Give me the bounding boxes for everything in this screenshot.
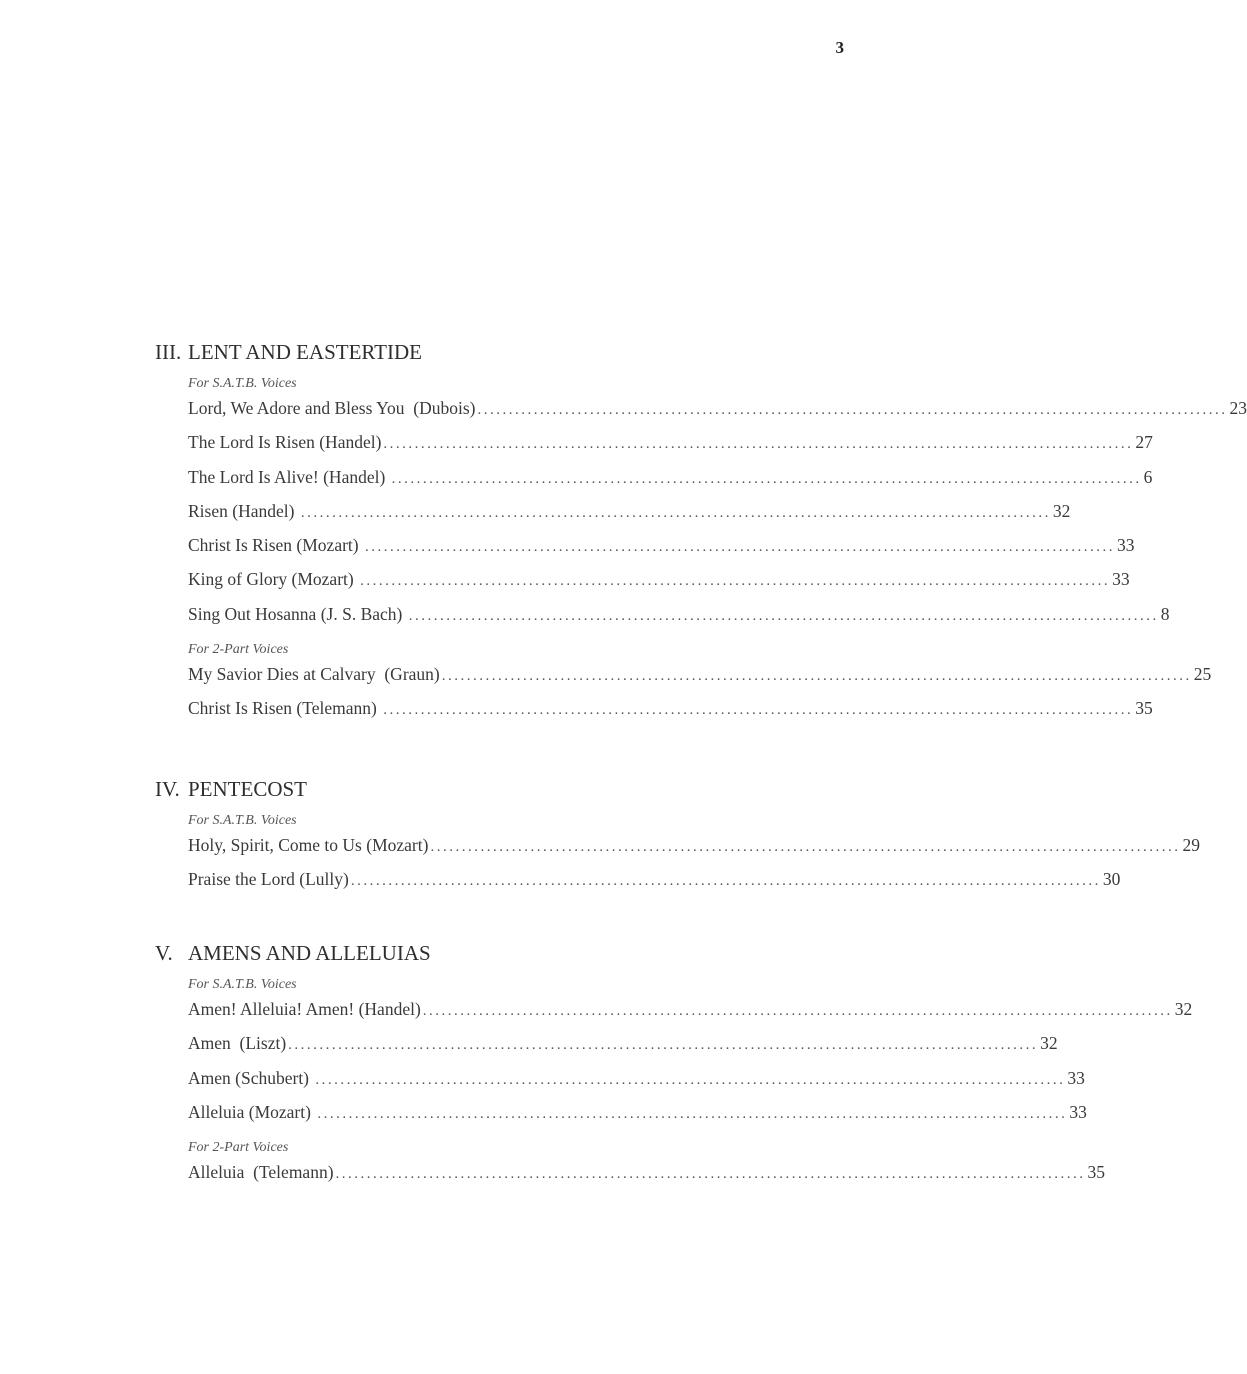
- dot-leader: ........................................................................................................................: [350, 873, 1101, 890]
- toc-entry[interactable]: [188, 1030, 1058, 1064]
- dot-leader: ........................................................................................................................: [422, 1003, 1173, 1019]
- entry-page-number: 27: [1135, 432, 1153, 453]
- entry-page-number: 32: [1174, 999, 1193, 1019]
- entry-title: Praise the Lord (Lully): [188, 869, 349, 890]
- section-pentecost: [155, 776, 1200, 901]
- entry-title: Holy, Spirit, Come to Us (Mozart): [188, 835, 429, 855]
- dot-leader: ........................................................................................................................: [430, 839, 1181, 855]
- toc-entry[interactable]: [188, 1099, 1087, 1133]
- entry-page-number: 35: [1087, 1162, 1106, 1183]
- entry-title: Alleluia (Mozart): [188, 1101, 316, 1122]
- toc-entry[interactable]: [188, 601, 1170, 635]
- dot-leader: ........................................................................................................................: [383, 702, 1134, 719]
- toc-entry[interactable]: [188, 996, 1193, 1030]
- entry-title: Amen (Liszt): [188, 1033, 287, 1054]
- toc-entry[interactable]: [188, 695, 1153, 729]
- entry-page-number: 6: [1143, 466, 1153, 487]
- section-heading: [155, 339, 755, 365]
- section-amens-and-alleluias: [155, 940, 1193, 1193]
- toc-entry[interactable]: [188, 532, 1135, 566]
- dot-leader: ........................................................................................................................: [408, 607, 1159, 624]
- section-lent-and-eastertide: [155, 339, 1247, 730]
- voicing-label: For 2-Part Voices: [188, 642, 289, 658]
- dot-leader: ........................................................................................................................: [441, 668, 1192, 685]
- toc-entry[interactable]: [188, 498, 1071, 532]
- entry-title: My Savior Dies at Calvary (Graun): [188, 664, 440, 685]
- entry-page-number: 33: [1069, 1101, 1087, 1122]
- entry-title: Lord, We Adore and Bless You (Dubois): [188, 398, 476, 418]
- section-heading: [155, 776, 755, 802]
- dot-leader: ........................................................................................................................: [383, 436, 1134, 453]
- entry-page-number: 33: [1116, 535, 1135, 556]
- section-title: AMENS AND ALLELUIAS: [188, 941, 431, 965]
- dot-leader: ........................................................................................................................: [391, 470, 1142, 487]
- entry-title: Risen (Handel): [188, 500, 299, 521]
- dot-leader: ........................................................................................................................: [360, 573, 1111, 590]
- dot-leader: ........................................................................................................................: [477, 402, 1228, 418]
- dot-leader: ........................................................................................................................: [300, 504, 1051, 521]
- toc-entry[interactable]: [188, 866, 1121, 900]
- toc-entry[interactable]: [188, 566, 1130, 600]
- page-number: 3: [835, 38, 844, 57]
- entry-page-number: 33: [1067, 1067, 1085, 1088]
- entry-title: Christ Is Risen (Mozart): [188, 535, 363, 556]
- entry-title: Sing Out Hosanna (J. S. Bach): [188, 603, 407, 624]
- section-numeral: IV.: [155, 777, 180, 801]
- entry-title: Alleluia (Telemann): [188, 1162, 334, 1183]
- section-title: PENTECOST: [188, 777, 308, 801]
- dot-leader: ........................................................................................................................: [288, 1037, 1039, 1054]
- entry-page-number: 8: [1160, 603, 1170, 624]
- entry-title: Amen! Alleluia! Amen! (Handel): [188, 999, 421, 1019]
- toc-entry[interactable]: [188, 1065, 1085, 1099]
- entry-page-number: 32: [1052, 500, 1071, 521]
- entry-page-number: 35: [1135, 698, 1153, 719]
- entry-title: The Lord Is Alive! (Handel): [188, 466, 390, 487]
- entry-title: Christ Is Risen (Telemann): [188, 698, 382, 719]
- toc-entry[interactable]: [188, 429, 1153, 463]
- toc-entry[interactable]: [188, 832, 1200, 866]
- entry-page-number: 23: [1229, 398, 1247, 418]
- dot-leader: ........................................................................................................................: [317, 1105, 1068, 1122]
- entry-page-number: 32: [1040, 1033, 1058, 1054]
- toc-entry[interactable]: [188, 464, 1153, 498]
- toc-entry[interactable]: [188, 661, 1212, 695]
- entry-title: King of Glory (Mozart): [188, 569, 359, 590]
- dot-leader: ........................................................................................................................: [364, 539, 1115, 556]
- dot-leader: ........................................................................................................................: [315, 1071, 1066, 1088]
- voicing-label: For 2-Part Voices: [188, 1140, 289, 1156]
- toc-entry[interactable]: [188, 1159, 1106, 1193]
- section-title: LENT AND EASTERTIDE: [188, 340, 422, 364]
- voicing-label: For S.A.T.B. Voices: [188, 376, 297, 391]
- entry-title: Amen (Schubert): [188, 1067, 314, 1088]
- entry-title: The Lord Is Risen (Handel): [188, 432, 382, 453]
- entry-page-number: 30: [1102, 869, 1121, 890]
- entry-page-number: 29: [1182, 835, 1200, 855]
- dot-leader: ........................................................................................................................: [335, 1166, 1086, 1183]
- section-heading: [155, 940, 755, 966]
- voicing-label: For S.A.T.B. Voices: [188, 977, 297, 992]
- section-numeral: V.: [155, 941, 173, 965]
- toc-entry[interactable]: [188, 395, 1247, 429]
- entry-page-number: 33: [1112, 569, 1130, 590]
- section-numeral: III.: [155, 340, 182, 364]
- entry-page-number: 25: [1193, 664, 1212, 685]
- voicing-label: For S.A.T.B. Voices: [188, 813, 297, 828]
